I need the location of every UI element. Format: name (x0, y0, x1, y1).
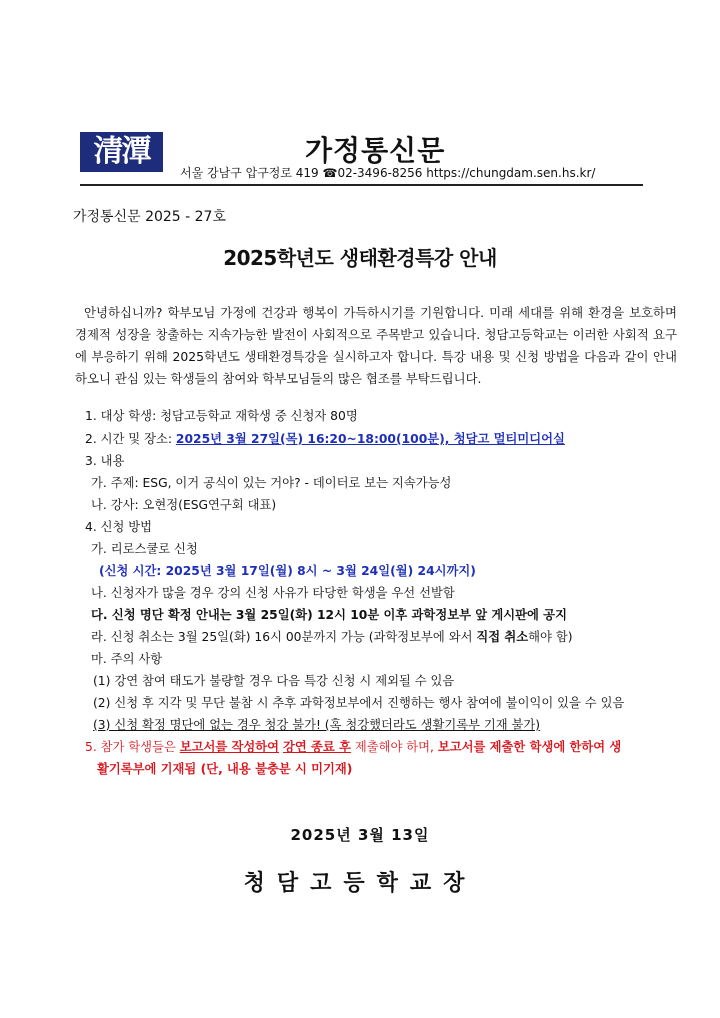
note-3-paren: ! (혹 청강했더라도 생활기록부 기재 불가) (315, 718, 541, 732)
item-target: 1. 대상 학생: 청담고등학교 재학생 중 신청자 80명 (85, 409, 358, 423)
apply-riroschool: 가. 리로스쿨로 신청 (91, 542, 198, 556)
item-apply: 4. 신청 방법 (85, 520, 153, 534)
note-1: (1) 강연 참여 태도가 불량할 경우 다음 특강 신청 시 제외될 수 있음 (93, 674, 455, 688)
content-topic: 가. 주제: ESG, 이거 공식이 있는 거야? - 데이터로 보는 지속가능성 (91, 476, 452, 490)
content-lecturer: 나. 강사: 오현정(ESG연구회 대표) (91, 498, 277, 512)
header-divider (80, 184, 643, 186)
intro-paragraph: 안녕하십니까? 학부모님 가정에 건강과 행복이 가득하시기를 기원합니다. 미래 세대를 위해 환경을 보호하며 경제적 성장을 창출하는 지속가능한 발전이 사회적으로 주목받고 있습니다. 청담고등학교는 이러한 사회적 요구에 부응하기 위해 2025학년도 생태환경특강을 실시하고자 합니다. 특강 내용 및 신청 방법을 다음과 같이 안내하오니 관심 있는 학생들의 참여와 학부모님들의 많은 협조를 부탁드립니다. (75, 305, 677, 386)
note-3-main: (3) 신청 확정 명단에 없는 경우 청강 불가 (93, 718, 316, 732)
report-prefix: 5. 참가 학생들은 (85, 740, 180, 754)
report-mid: 제출해야 하며, (350, 740, 438, 754)
issue-date: 2025년 3월 13일 (290, 826, 430, 844)
cancel-direct: 직접 취소 (476, 630, 529, 644)
report-write: 보고서를 작성하여 (179, 740, 280, 754)
apply-notes: 마. 주의 사항 (91, 652, 163, 666)
school-address: 서울 강남구 압구정로 419 ☎02-3496-8256 https://chungdam.sen.hs.kr/ (180, 166, 596, 180)
note-3 (93, 717, 540, 733)
issue-number: 가정통신문 2025 - 27호 (73, 209, 226, 225)
item-report (85, 739, 621, 755)
cancel-suffix: 해야 함) (528, 630, 573, 644)
report-after: 강연 종료 후 (282, 740, 351, 754)
time-value: 2025년 3월 27일(목) 16:20~18:00(100분), 청담고 멀티미디어실 (175, 432, 565, 446)
item-content: 3. 내용 (85, 454, 125, 468)
school-logo: 清潭 (80, 132, 163, 172)
report-limit: 보고서를 제출한 학생에 한하여 생 (437, 740, 622, 754)
cancel-text: 라. 신청 취소는 3월 25일(화) 16시 00분까지 가능 (과학정보부에 와서 (91, 630, 477, 644)
header-title: 가정통신문 (305, 134, 446, 167)
principal-signature: 청담고등학교장 (243, 871, 477, 896)
time-label: 2. 시간 및 장소: (85, 432, 176, 446)
apply-cancel (91, 629, 573, 645)
apply-period: (신청 시간: 2025년 3월 17일(월) 8시 ~ 3월 24일(월) 24시까지) (99, 564, 476, 578)
item-report-cont: 활기록부에 기재됨 (단, 내용 불충분 시 미기재) (97, 762, 353, 776)
document-title: 2025학년도 생태환경특강 안내 (223, 246, 497, 270)
apply-confirmation: 다. 신청 명단 확정 안내는 3월 25일(화) 12시 10분 이후 과학정보부 앞 게시판에 공지 (91, 608, 567, 622)
note-2: (2) 신청 후 지각 및 무단 불참 시 추후 과학정보부에서 진행하는 행사 참여에 불이익이 있을 수 있음 (93, 696, 625, 710)
item-time-place (85, 431, 565, 447)
apply-selection: 나. 신청자가 많을 경우 강의 신청 사유가 타당한 학생을 우선 선발함 (91, 586, 455, 600)
